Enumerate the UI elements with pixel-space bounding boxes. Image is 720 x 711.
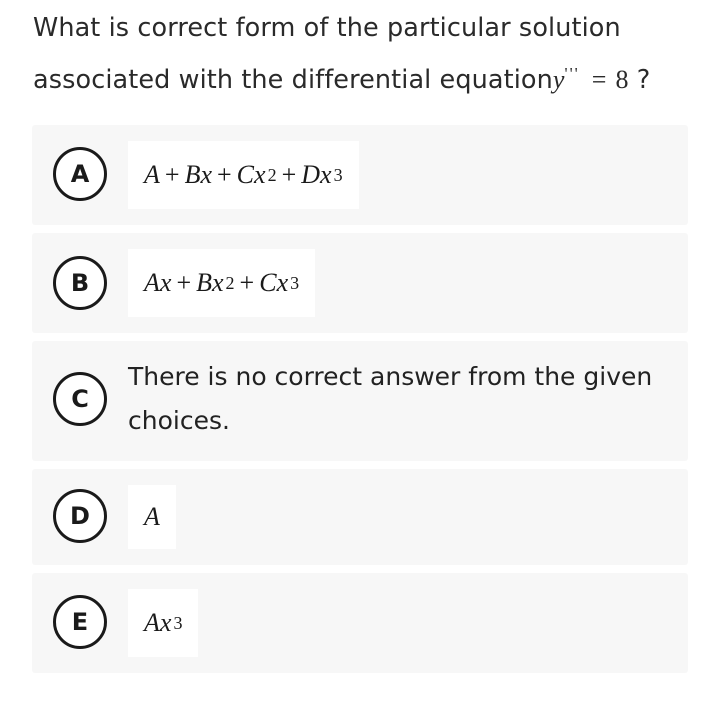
math-coefficient: B <box>184 160 201 189</box>
math-operator: + <box>164 160 180 189</box>
math-operator: + <box>239 268 255 297</box>
equation-equals: = <box>591 65 607 94</box>
math-coefficient: A <box>144 160 160 189</box>
math-coefficient: D <box>301 160 321 189</box>
option-e[interactable] <box>32 573 688 673</box>
option-c[interactable] <box>32 341 688 461</box>
question-text <box>33 6 703 103</box>
option-b-expression: A x + B x 2 + C x 3 <box>128 249 315 317</box>
math-variable: x <box>276 268 289 297</box>
option-d-badge: D <box>53 489 107 543</box>
math-coefficient: A <box>144 268 160 297</box>
option-c-badge: C <box>53 372 107 426</box>
math-variable: x <box>212 268 224 297</box>
question-prompt: What is correct form of the particular solution associated with the differential equation <box>33 13 621 95</box>
option-b-badge: B <box>53 256 107 310</box>
math-variable: x <box>254 160 266 189</box>
option-a-expression: A + B x + C x 2 + D x 3 <box>128 141 359 209</box>
math-coefficient: B <box>196 268 212 297</box>
math-coefficient: C <box>259 268 277 297</box>
option-a[interactable] <box>32 125 688 225</box>
math-variable: x <box>200 160 212 189</box>
math-variable: x <box>320 160 332 189</box>
option-a-badge: A <box>53 147 107 201</box>
math-coefficient: A <box>144 608 160 637</box>
math-operator: + <box>281 160 297 189</box>
math-coefficient: A <box>144 502 160 531</box>
option-d[interactable] <box>32 469 688 565</box>
option-e-badge: E <box>53 595 107 649</box>
equation-variable: y <box>552 65 565 94</box>
math-variable: x <box>159 608 172 637</box>
question-equation <box>553 65 629 94</box>
math-operator: + <box>217 160 232 189</box>
equation-primes: ''' <box>564 64 580 83</box>
equation-rhs: 8 <box>615 65 629 94</box>
option-e-expression: A x 3 <box>128 589 198 657</box>
question-end: ? <box>628 65 651 95</box>
option-d-expression <box>128 485 176 549</box>
math-coefficient: C <box>236 160 255 189</box>
option-c-text: There is no correct answer from the given choices. <box>128 362 653 435</box>
option-b[interactable] <box>32 233 688 333</box>
math-operator: + <box>176 268 192 297</box>
math-variable: x <box>159 268 172 297</box>
